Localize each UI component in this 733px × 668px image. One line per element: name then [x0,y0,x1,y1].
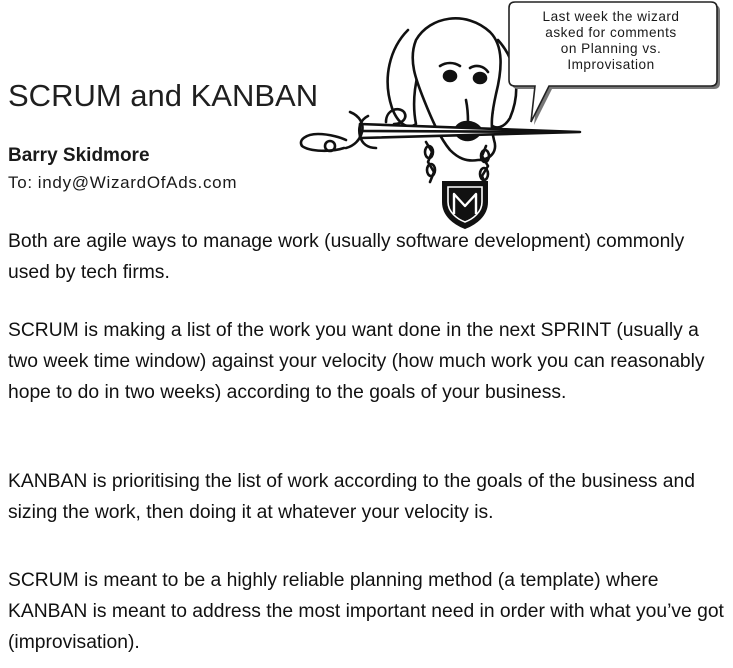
bubble-line-3: on Planning vs. [560,41,662,56]
to-label: To: [8,173,33,192]
page-title: SCRUM and KANBAN [8,78,319,113]
paragraph-agile-intro: Both are agile ways to manage work (usually software development) commonly used by tech firms. [8,231,685,283]
recipient-line [8,173,237,193]
m-shield-badge-icon [437,178,493,230]
bubble-line-2: asked for comments [545,25,677,40]
author-name: Barry Skidmore [8,145,150,166]
recipient-email[interactable]: indy@WizardOfAds.com [37,173,238,192]
paragraph-kanban-definition: KANBAN is prioritising the list of work according to the goals of the business and sizing the work, then doing it at whatever your velocity is. [8,471,695,523]
bubble-line-1: Last week the wizard [542,9,680,24]
bubble-line-4: Improvisation [567,57,655,72]
paragraph-comparison: SCRUM is meant to be a highly reliable planning method (a template) where KANBAN is meant to address the most important need in order with what you’ve got (improvisation). [8,570,724,653]
speech-bubble-text [513,9,709,73]
paragraph-scrum-definition: SCRUM is making a list of the work you want done in the next SPRINT (usually a two week time window) against your velocity (how much work you can reasonably hope to do in two weeks) according to the goals of your business. [8,320,705,403]
